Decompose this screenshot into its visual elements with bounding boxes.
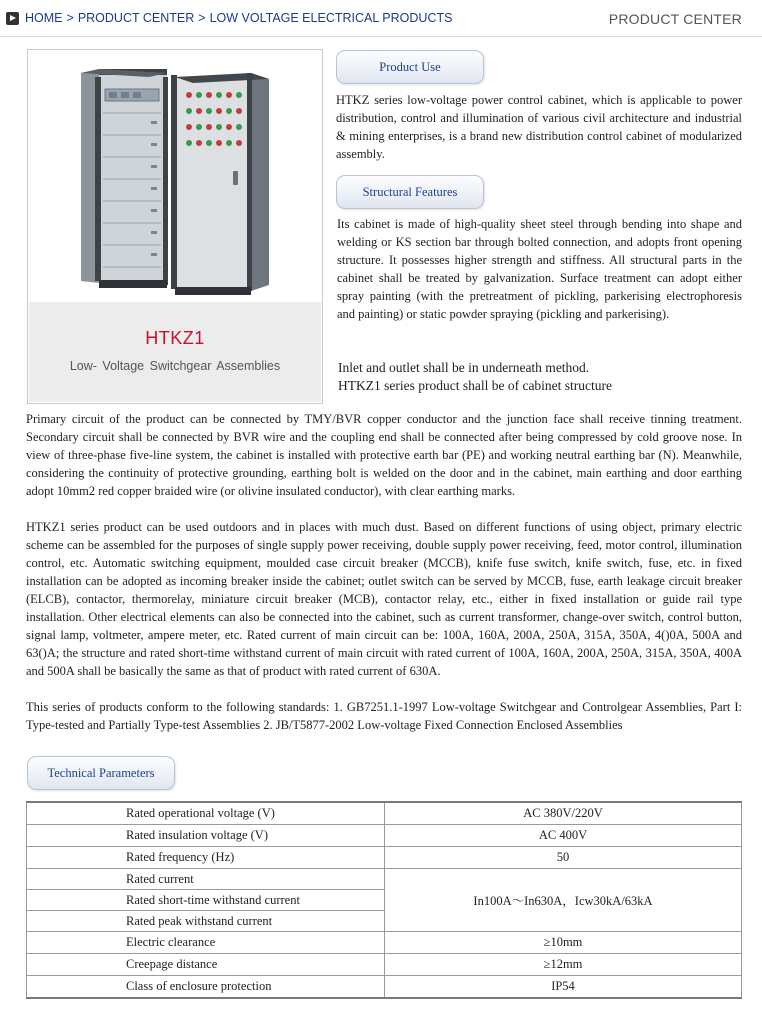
application-text: HTKZ1 series product can be used outdoors and in places with much dust. Based on different functions of using object, primary electric scheme can be assembled for the purposes of single supply power receiving, double supply power receiving, feed, motor control, illumination control, etc. Automatic switching equipment, moulded case circuit breaker (MCCB), knife fuse switch, knife switch, fuse, etc. in fixed installation can be adopted as incoming breaker inside the cabinet; outlet switch can be served by MCCB, fuse, earth leakage circuit breaker (ELCB), contactor, thermorelay, miniature circuit breaker (MCB), contactor relay, etc., either in fixed installation or guide rail type installation. Other electrical elements can also be connected into the cabinet, such as current transformer, change-over switch, control button, signal lamp, voltmeter, ampere meter, etc. Rated current of main circuit can be: 100A, 160A, 200A, 250A, 315A, 350A, 4()0A, 500A and 63()A; the structure and rated short-time withstand current of main circuit with rated current of 100A, 160A, 200A, 250A, 315A, 350A, 400A and 500A shall be basically the same as that of product with rated current of 630A. xyxy=(26,520,742,678)
param-value: In100A～In630A，Icw30kA/63kA xyxy=(385,869,742,932)
primary-circuit-text: Primary circuit of the product can be connected by TMY/BVR copper conductor and the junction face shall receive tinning treatment. Secondary circuit shall be connected by BVR wire and the coupling end shall be connected after being compressed by cold groove nose. In view of three-phase five-line system, the cabinet is installed with protective earth bar (PE) and working neutral earthing bar (N). Meanwhile, considering the continuity of protective grounding, earthing bolt is welded on the door and in the cabinet, main earthing and door earthing adopt 10mm2 red copper braided wire (or olivine insulated conductor), with clear earthing marks. xyxy=(26,412,742,498)
tab-structural-features[interactable]: Structural Features xyxy=(336,175,484,209)
top-bar xyxy=(0,0,762,37)
section-title: PRODUCT CENTER xyxy=(608,11,742,27)
param-value: IP54 xyxy=(385,976,742,999)
param-name: Rated short-time withstand current xyxy=(27,890,385,911)
tab-technical-parameters[interactable]: Technical Parameters xyxy=(27,756,175,790)
product-subtitle: Low- Voltage Switchgear Assemblies xyxy=(69,359,281,373)
product-use-text: HTKZ series low-voltage power control cabinet, which is applicable to power distribution, control and illumination of various civil architecture and industrial & mining enterprises, is a brand new distribution control cabinet of modularized assembly. xyxy=(336,93,742,161)
param-name: Creepage distance xyxy=(27,954,385,976)
table-row xyxy=(27,802,742,825)
breadcrumb-separator: > xyxy=(198,11,206,25)
breadcrumb-separator: > xyxy=(66,11,74,25)
inlet-outlet-text: Inlet and outlet shall be in underneath method. xyxy=(338,360,590,375)
breadcrumb-product-center-link[interactable]: PRODUCT CENTER xyxy=(77,11,195,25)
table-row xyxy=(27,869,742,890)
param-name: Rated peak withstand current xyxy=(27,911,385,932)
product-model: HTKZ1 xyxy=(145,328,205,348)
table-row xyxy=(27,847,742,869)
table-row xyxy=(27,954,742,976)
switchgear-cabinets-illustration xyxy=(29,51,321,302)
structural-features-text: Its cabinet is made of high-quality sheet steel through bending into shape and welding or KS section bar through bolted connection, and adopts front opening structure. It possesses higher strength and stiffness. All structural parts in the cabinet shall be treated by galvanization. Surface treatment can adopt either spray painting (with the pretreatment of pickling, parkerising electrophoresis and painting) or static powder spraying (pickling and parkerising). xyxy=(337,217,742,321)
product-caption xyxy=(29,302,321,402)
param-name: Rated insulation voltage (V) xyxy=(27,825,385,847)
param-name: Rated frequency (Hz) xyxy=(27,847,385,869)
breadcrumb-home-link[interactable]: HOME xyxy=(25,11,63,25)
param-name: Electric clearance xyxy=(27,932,385,954)
tab-product-use[interactable]: Product Use xyxy=(336,50,484,84)
param-name: Class of enclosure protection xyxy=(27,976,385,999)
standards-text: This series of products conform to the following standards: 1. GB7251.1-1997 Low-voltage Switchgear and Controlgear Assemblies, Part I: Type-tested and Partially Type-test Assemblies 2. JB/T5877-2002 Low-voltage Fixed Connection Enclosed Assemblies xyxy=(26,700,742,732)
product-image xyxy=(29,51,321,302)
cabinet-structure-text: HTKZ1 series product shall be of cabinet structure xyxy=(338,378,613,393)
param-value: AC 400V xyxy=(385,825,742,847)
breadcrumb-low-voltage-link[interactable]: LOW VOLTAGE ELECTRICAL PRODUCTS xyxy=(209,11,453,25)
param-name: Rated operational voltage (V) xyxy=(27,802,385,825)
param-name: Rated current xyxy=(27,869,385,890)
param-value: ≥12mm xyxy=(385,954,742,976)
param-value: 50 xyxy=(385,847,742,869)
param-value: AC 380V/220V xyxy=(385,802,742,825)
home-arrow-icon xyxy=(6,12,19,25)
product-card xyxy=(27,49,323,404)
table-row xyxy=(27,976,742,999)
technical-parameters-table xyxy=(26,801,742,999)
param-value: ≥10mm xyxy=(385,932,742,954)
table-row xyxy=(27,932,742,954)
table-row xyxy=(27,825,742,847)
breadcrumb xyxy=(25,11,452,25)
